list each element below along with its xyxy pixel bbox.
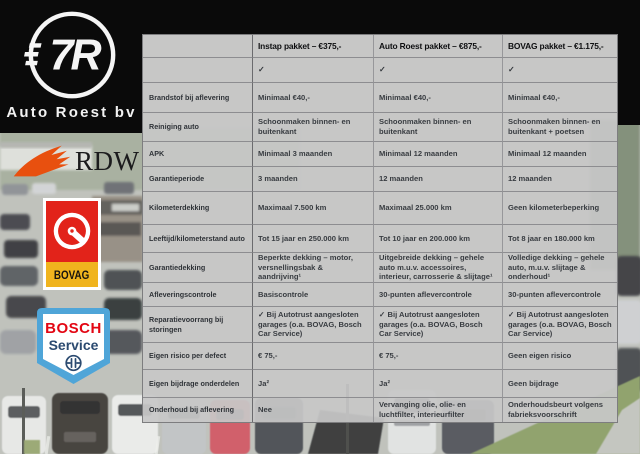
cell: 12 maanden bbox=[503, 167, 617, 192]
row-label: Garantiedekking bbox=[143, 253, 253, 283]
cell: Ja² bbox=[253, 370, 374, 398]
brand-name: Auto Roest bv bbox=[6, 104, 137, 121]
cell: Minimaal 12 maanden bbox=[374, 142, 503, 167]
rdw-wing-icon bbox=[12, 140, 72, 182]
cell: Ja² bbox=[374, 370, 503, 398]
cell: Geen eigen risico bbox=[503, 343, 617, 370]
row-label: Eigen bijdrage onderdelen bbox=[143, 370, 253, 398]
row-label: Afleveringscontrole bbox=[143, 283, 253, 307]
bosch-service-logo bbox=[36, 307, 111, 385]
row-label: Kilometerdekking bbox=[143, 192, 253, 225]
auto-roest-monogram-icon bbox=[21, 6, 123, 104]
row-label: Garantieperiode bbox=[143, 167, 253, 192]
cell: Vervanging olie, olie- en luchtfilter, interieurfilter bbox=[374, 398, 503, 422]
cell: ✓ Bij Autotrust aangesloten garages (o.a. BOVAG, Bosch Car Service) bbox=[374, 307, 503, 343]
cell: Basiscontrole bbox=[253, 283, 374, 307]
row-label: Brandstof bij aflevering bbox=[143, 83, 253, 113]
cell: Maximaal 7.500 km bbox=[253, 192, 374, 225]
cell: Tot 10 jaar en 200.000 km bbox=[374, 225, 503, 253]
corner-cell bbox=[143, 35, 253, 58]
cell: € 75,- bbox=[374, 343, 503, 370]
cell: Minimaal €40,- bbox=[503, 83, 617, 113]
column-header: BOVAG pakket – €1.175,- bbox=[503, 35, 617, 58]
cell: Minimaal 3 maanden bbox=[253, 142, 374, 167]
check-icon: ✓ bbox=[253, 58, 374, 83]
cell: Schoonmaken binnen- en buitenkant bbox=[374, 113, 503, 142]
cell: Schoonmaken binnen- en buitenkant + poetsen bbox=[503, 113, 617, 142]
cell: Minimaal €40,- bbox=[253, 83, 374, 113]
column-header: Instap pakket – €375,- bbox=[253, 35, 374, 58]
cell: 12 maanden bbox=[374, 167, 503, 192]
right-black-band bbox=[617, 0, 640, 125]
monogram-text: 7R bbox=[49, 31, 99, 80]
rdw-wordmark: RDW bbox=[75, 145, 140, 176]
row-label bbox=[143, 58, 253, 83]
cell: 3 maanden bbox=[253, 167, 374, 192]
bovag-logo bbox=[43, 198, 101, 290]
rdw-logo bbox=[12, 140, 140, 182]
package-comparison-table bbox=[143, 35, 617, 422]
row-label: Leeftijd/kilometerstand auto bbox=[143, 225, 253, 253]
column-header: Auto Roest pakket – €875,- bbox=[374, 35, 503, 58]
cell: Minimaal €40,- bbox=[374, 83, 503, 113]
cell: Tot 15 jaar en 250.000 km bbox=[253, 225, 374, 253]
cell: € 75,- bbox=[253, 343, 374, 370]
cell: Beperkte dekking – motor, versnellingsbak & aandrijving¹ bbox=[253, 253, 374, 283]
cell: ✓ Bij Autotrust aangesloten garages (o.a. BOVAG, Bosch Car Service) bbox=[503, 307, 617, 343]
row-label: Reparatievoorrang bij storingen bbox=[143, 307, 253, 343]
cell: Schoonmaken binnen- en buitenkant bbox=[253, 113, 374, 142]
cell: ✓ Bij Autotrust aangesloten garages (o.a. BOVAG, Bosch Car Service) bbox=[253, 307, 374, 343]
check-icon: ✓ bbox=[503, 58, 617, 83]
cell: Onderhoudsbeurt volgens fabrieksvoorschrift bbox=[508, 400, 603, 419]
row-label: Eigen risico per defect bbox=[143, 343, 253, 370]
row-label: APK bbox=[143, 142, 253, 167]
row-label: Reiniging auto bbox=[143, 113, 253, 142]
cell: Geen kilometerbeperking bbox=[503, 192, 617, 225]
cell: Uitgebreide dekking – gehele auto m.u.v. accessoires, interieur, carrosserie & slijtage¹ bbox=[374, 253, 503, 283]
bosch-wordmark: BOSCH bbox=[45, 320, 102, 337]
cell: Tot 8 jaar en 180.000 km bbox=[503, 225, 617, 253]
bovag-wordmark: BOVAG bbox=[46, 262, 98, 287]
cell: Volledige dekking – gehele auto, m.u.v. slijtage & onderhoud¹ bbox=[503, 253, 617, 283]
cell: Maximaal 25.000 km bbox=[374, 192, 503, 225]
cell: 30-punten aflevercontrole bbox=[374, 283, 503, 307]
auto-roest-logo bbox=[0, 0, 143, 133]
check-icon: ✓ bbox=[374, 58, 503, 83]
cell: Minimaal 12 maanden bbox=[503, 142, 617, 167]
cell: Nee bbox=[253, 398, 374, 422]
row-label: Onderhoud bij aflevering bbox=[143, 398, 253, 422]
cell: Geen bijdrage bbox=[503, 370, 617, 398]
bosch-service-text: Service bbox=[48, 337, 99, 353]
bosch-badge-icon bbox=[36, 307, 111, 385]
bovag-emblem-icon bbox=[46, 201, 98, 262]
cell: 30-punten aflevercontrole bbox=[503, 283, 617, 307]
